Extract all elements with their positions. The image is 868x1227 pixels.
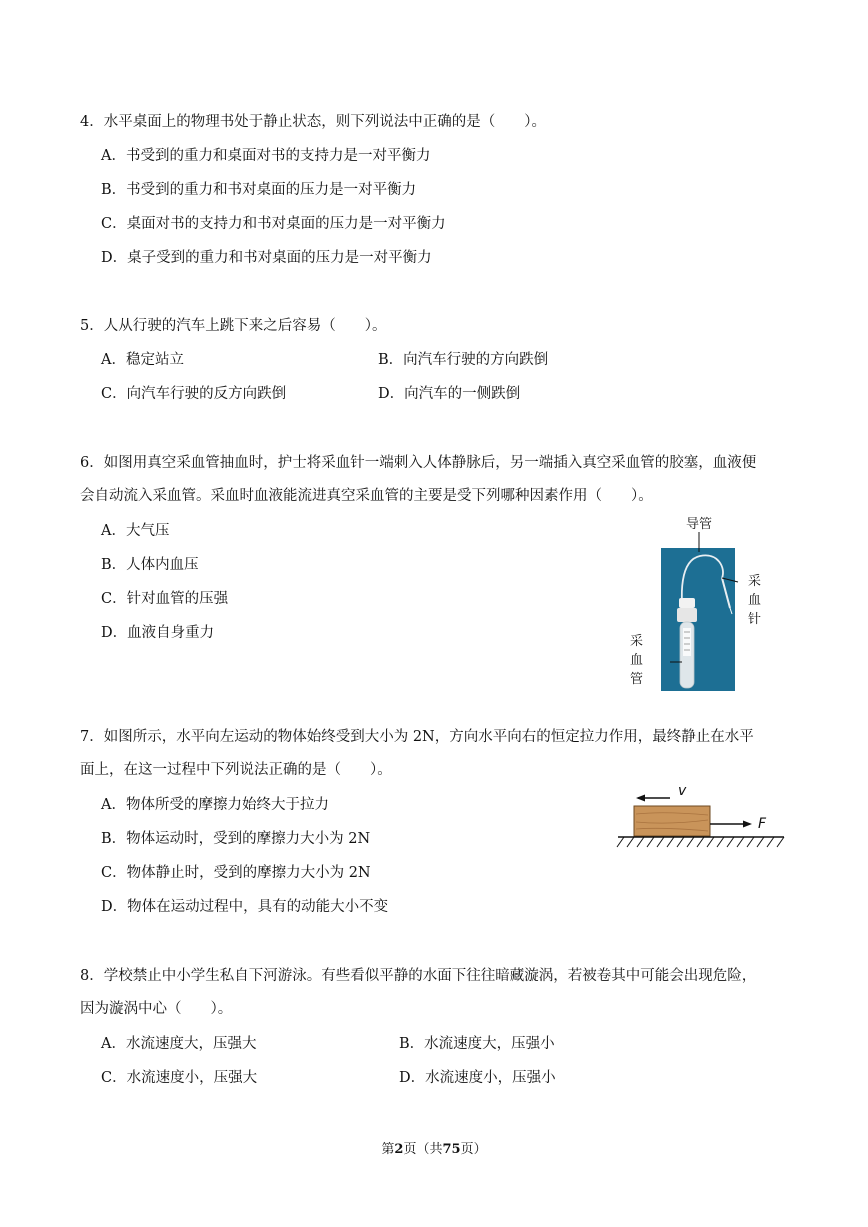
- footer-page-number: 2: [394, 1142, 404, 1157]
- question-8-option-a: A．水流速度大，压强大: [101, 1036, 257, 1052]
- velocity-label: v: [678, 783, 687, 799]
- question-6-option-c: C．针对血管的压强: [101, 591, 229, 607]
- label-needle-vertical: 采血针: [748, 574, 762, 627]
- question-5-stem: 5．人从行驶的汽车上跳下来之后容易（ ）。: [80, 318, 387, 334]
- question-5-option-a: A．稳定站立: [101, 352, 184, 368]
- label-collector-vertical: 采血管: [630, 634, 644, 687]
- question-4-option-d: D．桌子受到的重力和书对桌面的压力是一对平衡力: [101, 250, 432, 266]
- page-footer: [0, 1138, 868, 1157]
- question-4-stem: 4．水平桌面上的物理书处于静止状态，则下列说法中正确的是（ ）。: [80, 114, 546, 130]
- question-6-stem-line-1: 6．如图用真空采血管抽血时，护士将采血针一端刺入人体静脉后，另一端插入真空采血管的胶塞，血液便: [80, 455, 757, 471]
- question-6-option-b: B．人体内血压: [101, 557, 199, 573]
- question-7-option-b: B．物体运动时，受到的摩擦力大小为 2N: [101, 831, 371, 847]
- question-8-option-d: D．水流速度小，压强小: [399, 1070, 556, 1086]
- question-4-option-a: A．书受到的重力和桌面对书的支持力是一对平衡力: [101, 148, 431, 164]
- question-6-stem-line-2: 会自动流入采血管。采血时血液能流进真空采血管的主要是受下列哪种因素作用（ ）。: [80, 488, 653, 504]
- question-6-option-d: D．血液自身重力: [101, 625, 215, 641]
- footer-suffix: 页）: [460, 1142, 487, 1157]
- question-8-stem-line-2: 因为漩涡中心（ ）。: [80, 1001, 233, 1017]
- block-force-figure: [614, 778, 790, 856]
- question-6-option-a: A．大气压: [101, 523, 170, 539]
- question-8-option-c: C．水流速度小，压强大: [101, 1070, 258, 1086]
- footer-total-pages: 75: [442, 1142, 461, 1157]
- question-5-option-b: B．向汽车行驶的方向跌倒: [378, 352, 549, 368]
- question-5-option-d: D．向汽车的一侧跌倒: [378, 386, 521, 402]
- question-5-option-c: C．向汽车行驶的反方向跌倒: [101, 386, 287, 402]
- question-7-option-c: C．物体静止时，受到的摩擦力大小为 2N: [101, 865, 371, 881]
- question-4-option-b: B．书受到的重力和书对桌面的压力是一对平衡力: [101, 182, 417, 198]
- question-7-stem-line-2: 面上，在这一过程中下列说法正确的是（ ）。: [80, 762, 392, 778]
- force-label: F: [758, 816, 767, 832]
- question-7-option-d: D．物体在运动过程中，具有的动能大小不变: [101, 899, 389, 915]
- question-8-option-b: B．水流速度大，压强小: [399, 1036, 555, 1052]
- figure-background: [661, 548, 735, 691]
- footer-mid: 页（共: [403, 1142, 443, 1157]
- question-7-stem-line-1: 7．如图所示，水平向左运动的物体始终受到大小为 2N，方向水平向右的恒定拉力作用，最终静止在水平: [80, 729, 754, 745]
- footer-prefix: 第: [381, 1142, 395, 1157]
- question-4-option-c: C．桌面对书的支持力和书对桌面的压力是一对平衡力: [101, 216, 446, 232]
- label-tube: 导管: [685, 517, 713, 532]
- question-7-option-a: A．物体所受的摩擦力始终大于拉力: [101, 797, 329, 813]
- question-8-stem-line-1: 8．学校禁止中小学生私自下河游泳。有些看似平静的水面下往往暗藏漩涡，若被卷其中可能会出现危险，: [80, 968, 757, 984]
